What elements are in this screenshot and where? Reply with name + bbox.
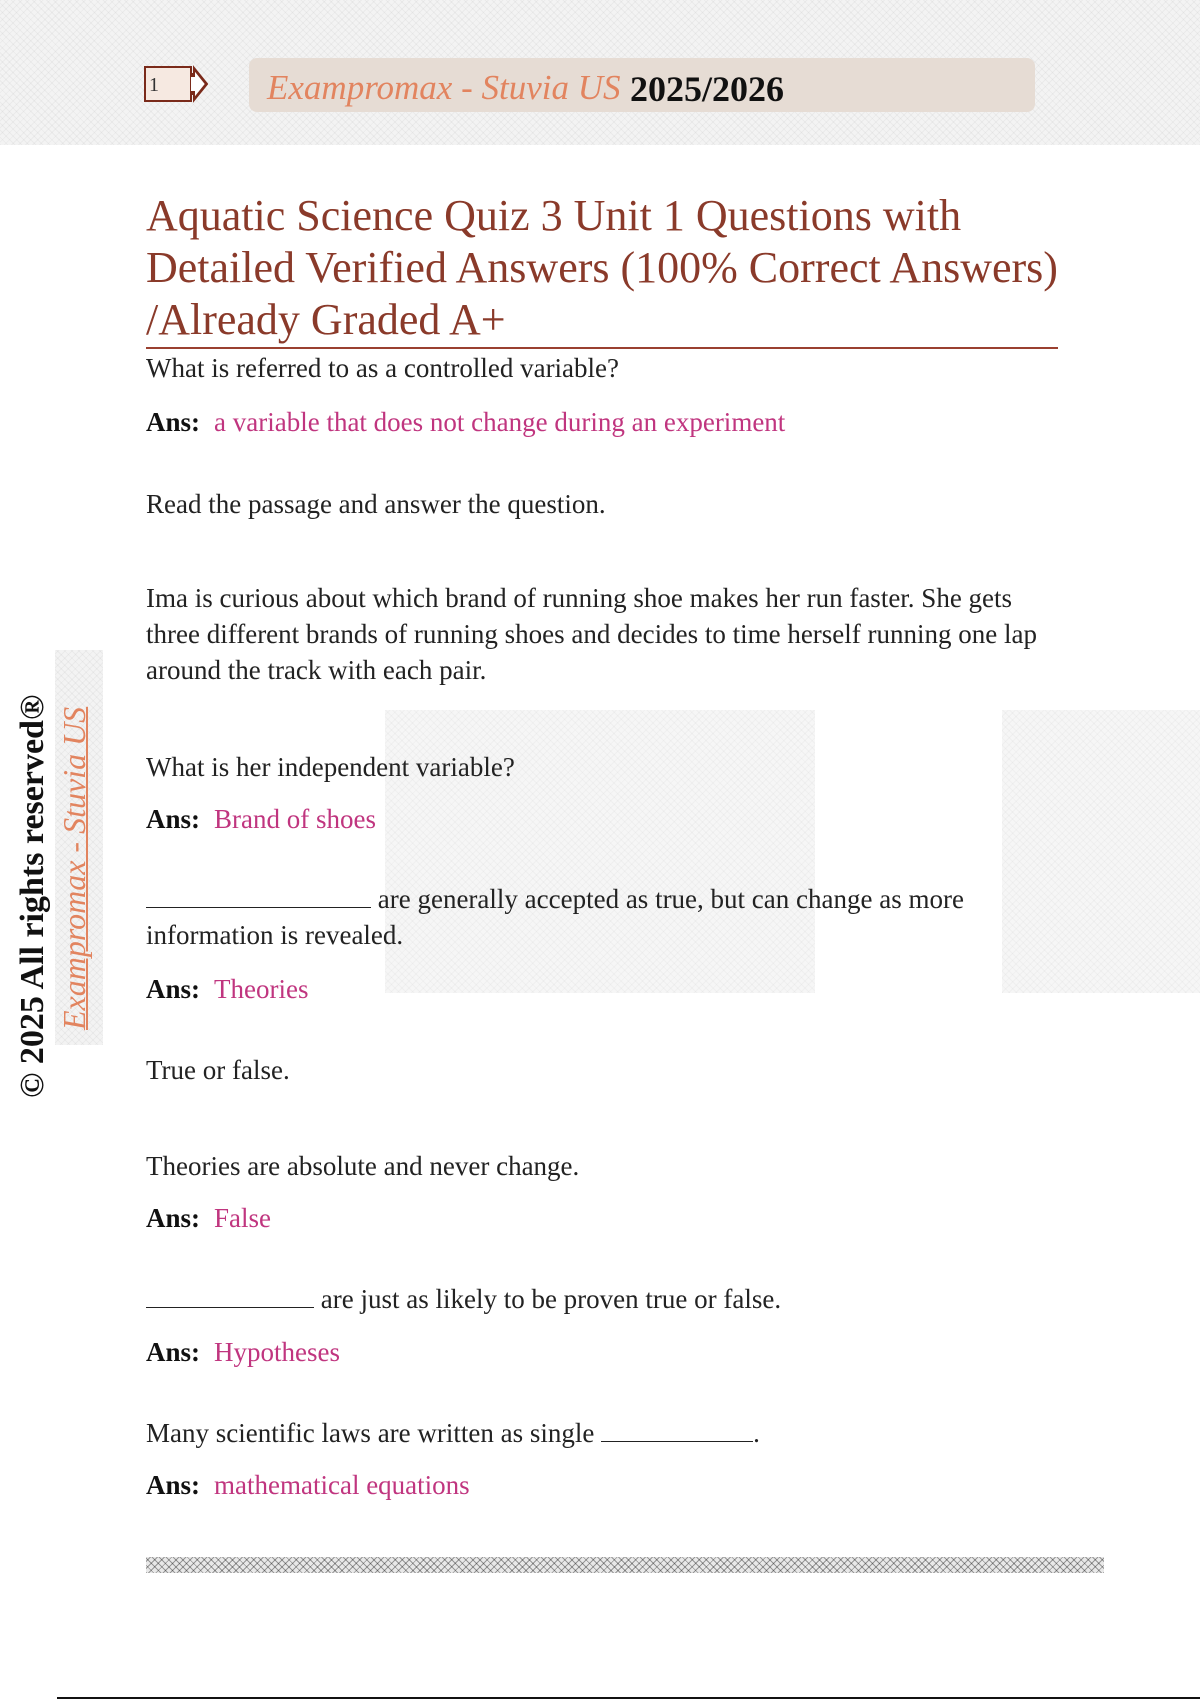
answer-row [146,1334,340,1370]
footer-rule [57,1697,1200,1699]
answer-text: a variable that does not change during an experiment [214,407,786,437]
answer-row [146,404,785,440]
answer-text: Hypotheses [214,1337,340,1367]
answer-row [146,1200,271,1236]
question-text: are generally accepted as true, but can change as more information is revealed. [146,884,964,950]
fill-in-blank [146,1285,314,1308]
instruction-text: True or false. [146,1055,290,1085]
question-row [146,881,1046,953]
answer-text: False [214,1203,272,1233]
question-text: Theories are absolute and never change. [146,1151,580,1181]
side-brand-name: Exampromax - Stuvia US [56,706,92,1030]
answer-label: Ans: [146,1203,201,1233]
fill-in-blank [146,885,371,908]
instruction-text: Read the passage and answer the question. [146,489,606,519]
answer-label: Ans: [146,974,201,1004]
answer-label: Ans: [146,804,201,834]
document-title: Aquatic Science Quiz 3 Unit 1 Questions with Detailed Verified Answers (100% Correct Answers) /Already Graded A+ [146,191,1058,344]
answer-text: mathematical equations [214,1470,470,1500]
answer-row [146,1467,470,1503]
question-text: Many scientific laws are written as single [146,1418,595,1448]
question-text: What is her independent variable? [146,752,515,782]
answer-text: Brand of shoes [214,804,376,834]
question-text: What is referred to as a controlled variable? [146,353,620,383]
answer-row [146,971,308,1007]
question-end: . [753,1418,760,1448]
page-number: 1 [149,74,159,96]
title-underline [146,347,1058,349]
question-row [146,1415,760,1451]
copyright-notice: © 2025 All rights reserved® [14,694,51,1098]
answer-label: Ans: [146,1470,201,1500]
question-text: are just as likely to be proven true or false. [320,1284,782,1314]
question-row [146,1281,781,1317]
answer-text: Theories [214,974,309,1004]
section-divider [146,1557,1104,1573]
answer-row [146,801,376,837]
passage-text: Ima is curious about which brand of running shoe makes her run faster. She gets three different brands of running shoes and decides to time herself running one lap around the track with each pair. [146,583,1037,685]
brand-name: Exampromax - Stuvia US [267,68,621,107]
year-label: 2025/2026 [630,69,785,109]
answer-label: Ans: [146,1337,201,1367]
fill-in-blank [601,1419,753,1442]
answer-label: Ans: [146,407,201,437]
